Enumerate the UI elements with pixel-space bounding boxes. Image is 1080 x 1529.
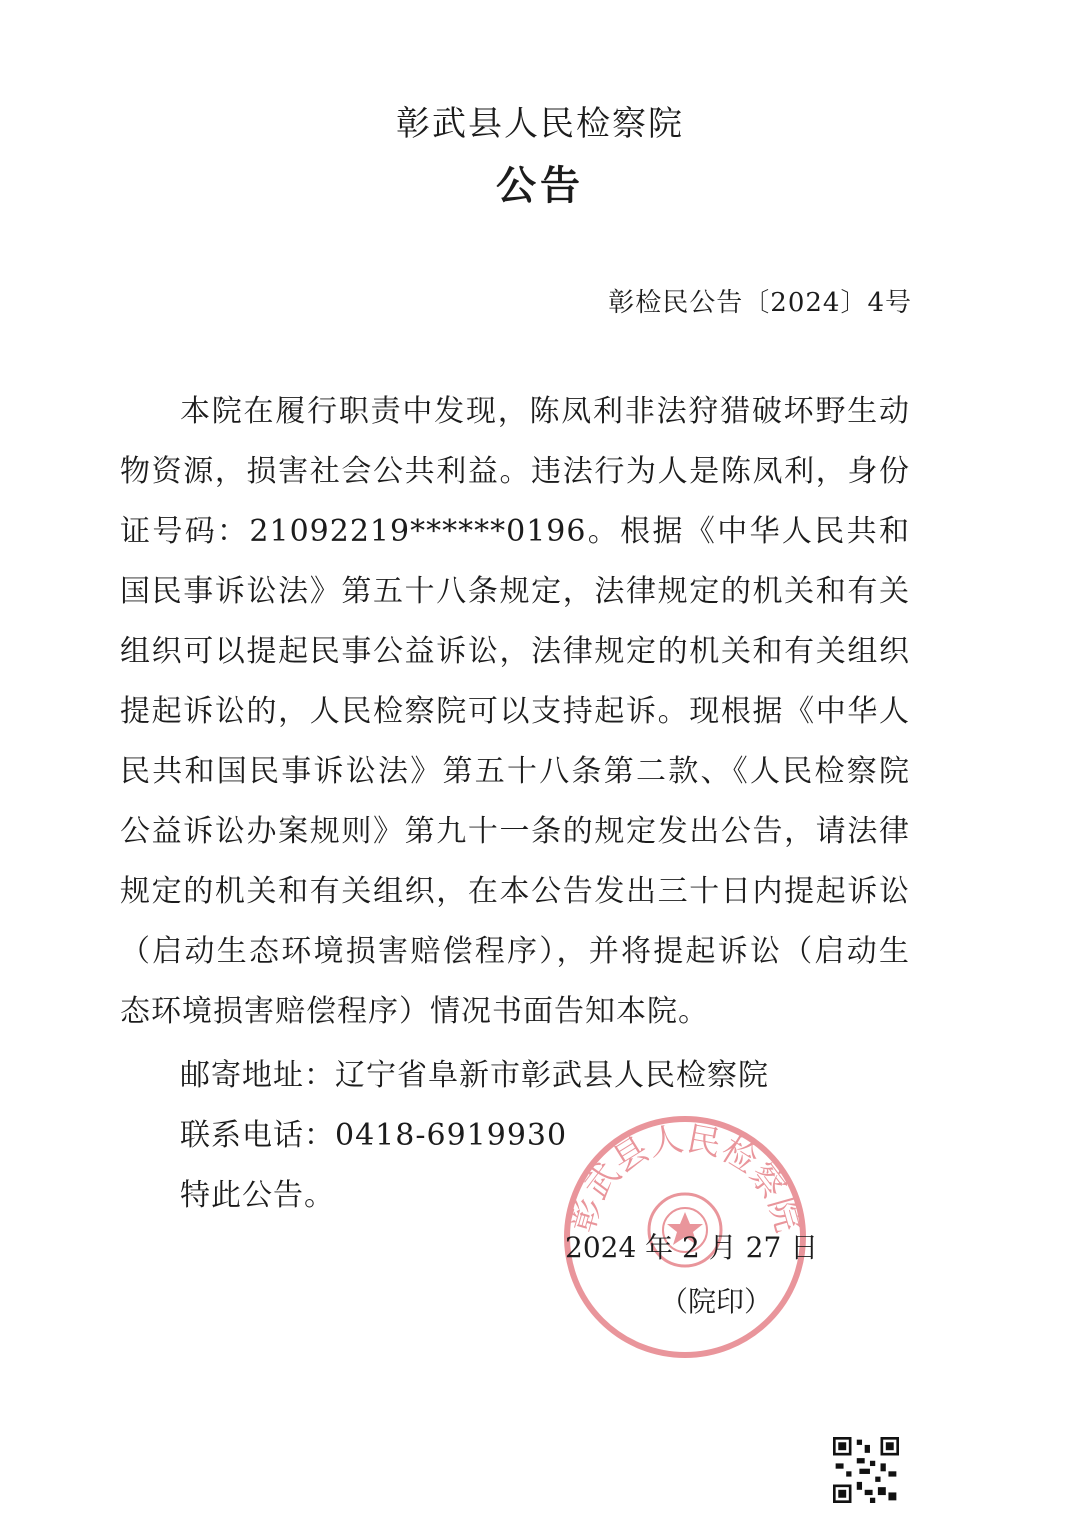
- document-number: 彰检民公告〔2024〕4号: [608, 288, 912, 318]
- seal-note: （院印）: [660, 1285, 773, 1318]
- mailing-address: 邮寄地址：辽宁省阜新市彰武县人民检察院: [180, 1058, 769, 1093]
- closing-remark: 特此公告。: [180, 1178, 335, 1213]
- notice-body-paragraph: 本院在履行职责中发现，陈凤利非法狩猎破坏野生动物资源，损害社会公共利益。违法行为人是陈凤利，身份证号码：21092219******0196。根据《中华人民共和国民事诉讼法》第五十八条规定，法律规定的机关和有关组织可以提起民事公益诉讼，法律规定的机关和有关组织提起诉讼的，人民检察院可以支持起诉。现根据《中华人民共和国民事诉讼法》第五十八条第二款、《人民检察院公益诉讼办案规则》第九十一条的规定发出公告，请法律规定的机关和有关组织，在本公告发出三十日内提起诉讼（启动生态环境损害赔偿程序），并将提起诉讼（启动生态环境损害赔偿程序）情况书面告知本院。: [120, 394, 910, 1029]
- organization-name: 彰武县人民检察院: [396, 104, 684, 144]
- notice-title: 公告: [496, 162, 584, 209]
- issue-date: 2024 年 2 月 27 日: [565, 1231, 819, 1264]
- seal-arc-text: 彰武县人民检察院: [562, 1118, 808, 1237]
- contact-phone: 联系电话：0418-6919930: [180, 1118, 568, 1153]
- qr-code-icon: [833, 1437, 899, 1503]
